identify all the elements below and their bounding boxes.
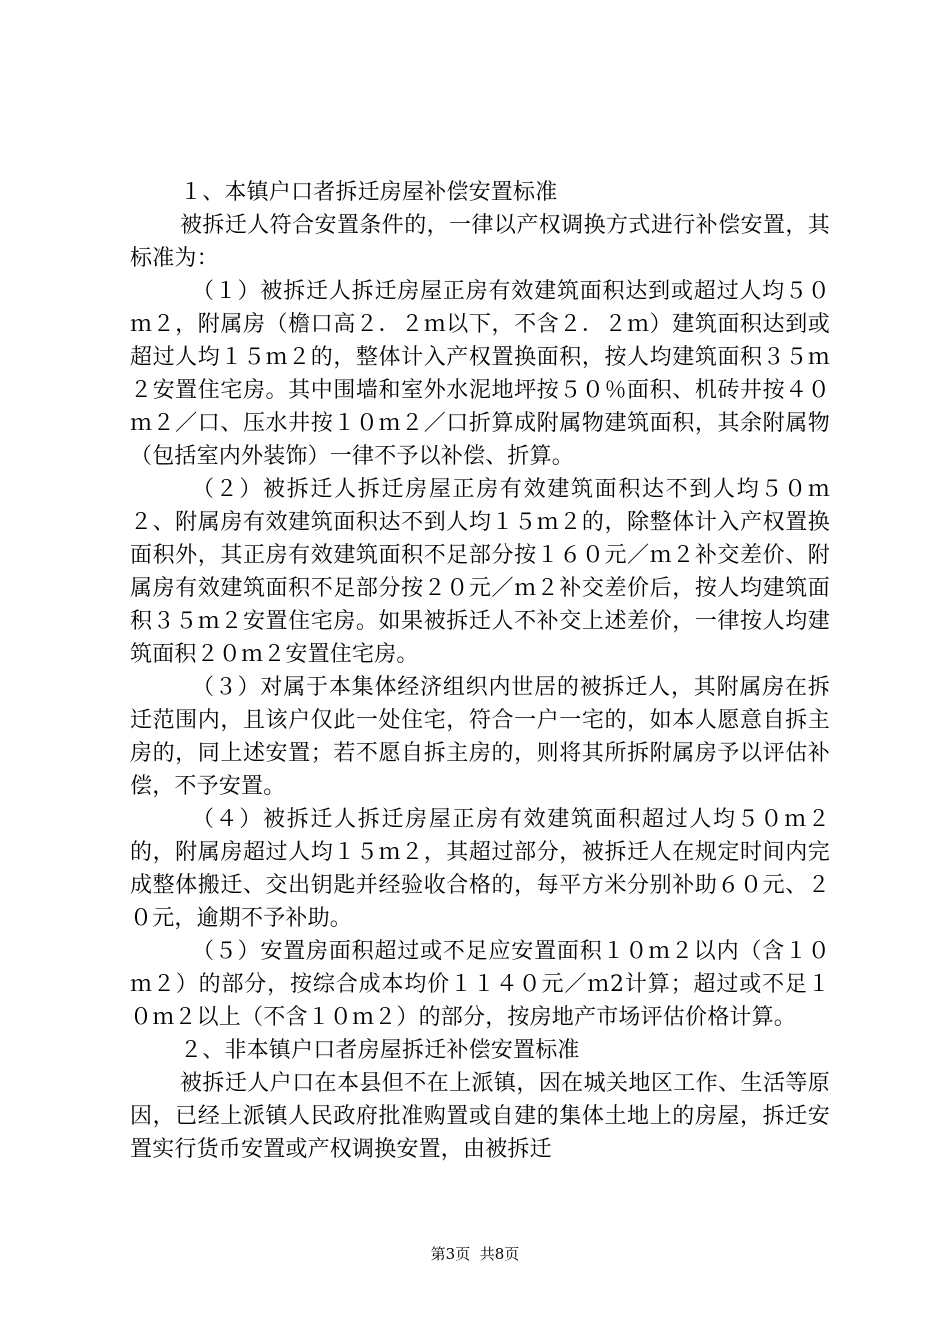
- footer-separator: [470, 1245, 480, 1263]
- paragraph-item-4: （４）被拆迁人拆迁房屋正房有效建筑面积超过人均５０ｍ２的，附属房超过人均１５ｍ２，其超过部分，被拆迁人在规定时间内完成整体搬迁、交出钥匙并经验收合格的，每平方米分别补助６０元、２０元，逾期不予补助。: [130, 807, 830, 931]
- paragraph: 被拆迁人户口在本县但不在上派镇，因在城关地区工作、生活等原因，已经上派镇人民政府批准购置或自建的集体土地上的房屋，拆迁安置实行货币安置或产权调换安置，由被拆迁: [130, 1071, 830, 1162]
- document-body: [130, 176, 830, 1166]
- page-number: 第3页: [430, 1245, 471, 1263]
- paragraph-item-2: （２）被拆迁人拆迁房屋正房有效建筑面积达不到人均５０ｍ２、附属房有效建筑面积达不到人均１５ｍ２的，除整体计入产权置换面积外，其正房有效建筑面积不足部分按１６０元／ｍ２补交差价、附属房有效建筑面积不足部分按２０元／ｍ２补交差价后，按人均建筑面积３５ｍ２安置住宅房。如果被拆迁人不补交上述差价，一律按人均建筑面积２０ｍ２安置住宅房。: [130, 477, 830, 667]
- paragraph-item-5: （５）安置房面积超过或不足应安置面积１０ｍ２以内（含１０ｍ２）的部分，按综合成本均价１１４０元／ｍ2计算；超过或不足１０ｍ２以上（不含１０ｍ２）的部分，按房地产市场评估价格计算。: [130, 939, 830, 1030]
- page-total: 共8页: [479, 1245, 520, 1263]
- paragraph: 被拆迁人符合安置条件的，一律以产权调换方式进行补偿安置，其标准为：: [130, 213, 830, 271]
- page-footer: [0, 1244, 950, 1264]
- paragraph-item-3: （３）对属于本集体经济组织内世居的被拆迁人，其附属房在拆迁范围内，且该户仅此一处住宅，符合一户一宅的，如本人愿意自拆主房的，同上述安置；若不愿自拆主房的，则将其所拆附属房予以评估补偿，不予安置。: [130, 675, 830, 799]
- section-heading-1: １、本镇户口者拆迁房屋补偿安置标准: [180, 180, 558, 205]
- paragraph-item-1: （１）被拆迁人拆迁房屋正房有效建筑面积达到或超过人均５０ｍ２，附属房（檐口高２．２ｍ以下，不含２．２ｍ）建筑面积达到或超过人均１５ｍ２的，整体计入产权置换面积，按人均建筑面积３５ｍ２安置住宅房。其中围墙和室外水泥地坪按５０％面积、机砖井按４０ｍ２／口、压水井按１０ｍ２／口折算成附属物建筑面积，其余附属物（包括室内外装饰）一律不予以补偿、折算。: [130, 279, 830, 469]
- section-heading-2: ２、非本镇户口者房屋拆迁补偿安置标准: [180, 1038, 580, 1063]
